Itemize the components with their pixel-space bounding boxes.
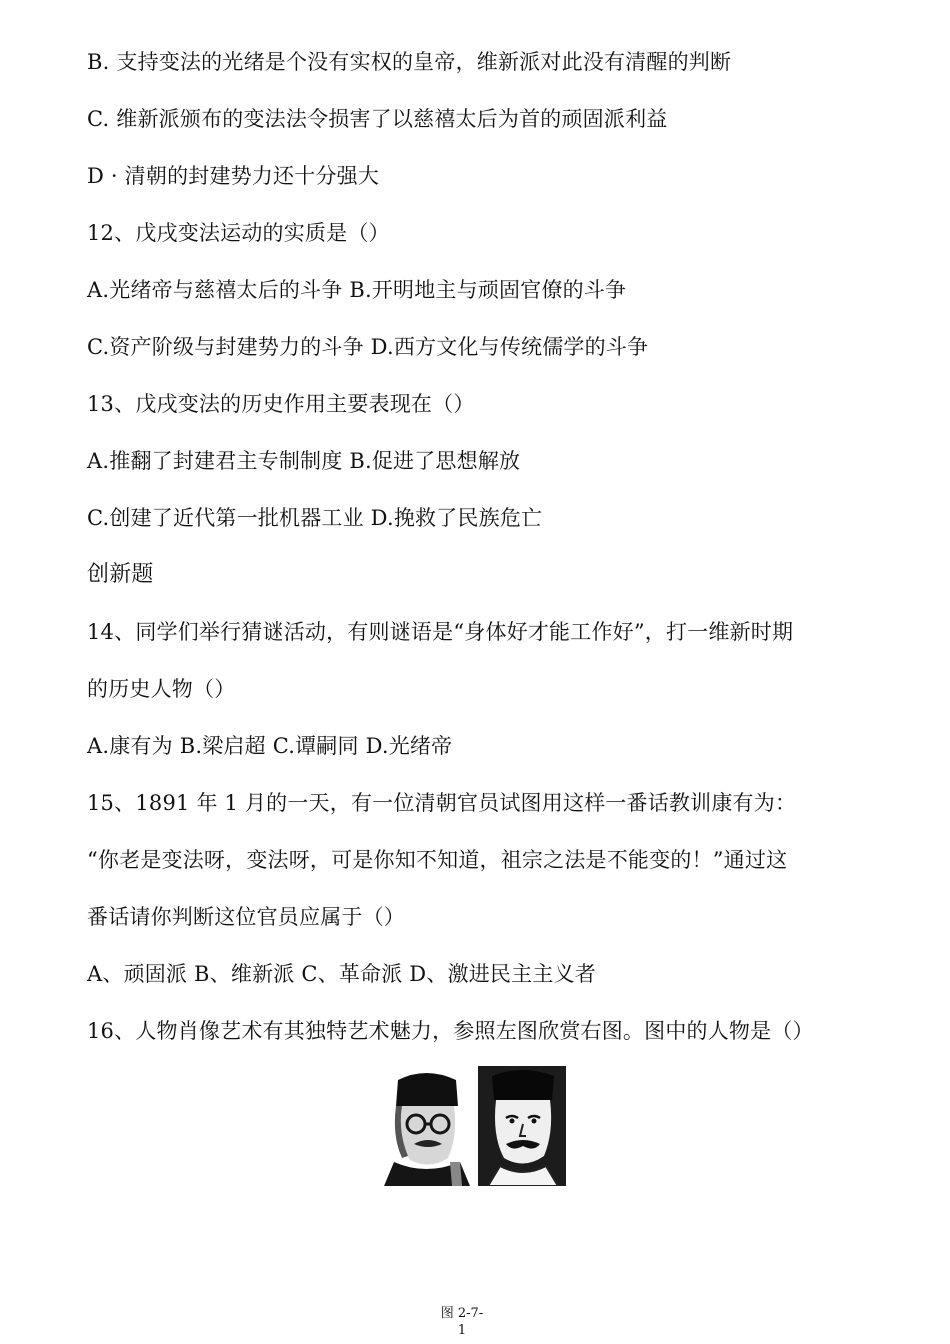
q15-stem-line2: “你老是变法呀，变法呀，可是你知不知道，祖宗之法是不能变的！”通过这 [87,848,788,872]
q15-options: A、顽固派 B、维新派 C、革命派 D、激进民主主义者 [87,962,596,986]
q12-stem: 12、戊戌变法运动的实质是（） [87,221,390,245]
q15-stem-line1: 15、1891 年 1 月的一天，有一位清朝官员试图用这样一番话教训康有为： [87,791,797,815]
q13-options-ab: A.推翻了封建君主专制制度 B.促进了思想解放 [87,449,521,473]
q11-option-c: C. 维新派颁布的变法法令损害了以慈禧太后为首的顽固派利益 [87,107,668,131]
q16-stem: 16、人物肖像艺术有其独特艺术魅力，参照左图欣赏右图。图中的人物是（） [87,1019,814,1043]
portrait-photo-left [380,1066,472,1186]
q12-options-cd: C.资产阶级与封建势力的斗争 D.西方文化与传统儒学的斗争 [87,335,649,359]
figure-caption: 图 2-7-1 [440,1306,484,1338]
q11-option-b: B. 支持变法的光绪是个没有实权的皇帝，维新派对此没有清醒的判断 [87,50,732,74]
portrait-sketch-right [478,1066,566,1186]
q13-options-cd: C.创建了近代第一批机器工业 D.挽救了民族危亡 [87,506,543,530]
q12-options-ab: A.光绪帝与慈禧太后的斗争 B.开明地主与顽固官僚的斗争 [87,278,627,302]
q14-stem-line1: 14、同学们举行猜谜活动，有则谜语是“身体好才能工作好”，打一维新时期 [87,620,794,644]
q11-option-d: D · 清朝的封建势力还十分强大 [87,164,380,188]
section-title: 创新题 [87,562,154,587]
q15-stem-line3: 番话请你判断这位官员应属于（） [87,905,405,929]
portrait-figure [380,1066,570,1186]
q13-stem: 13、戊戌变法的历史作用主要表现在（） [87,392,475,416]
q14-options: A.康有为 B.梁启超 C.谭嗣同 D.光绪帝 [87,734,453,758]
q14-stem-line2: 的历史人物（） [87,677,236,701]
